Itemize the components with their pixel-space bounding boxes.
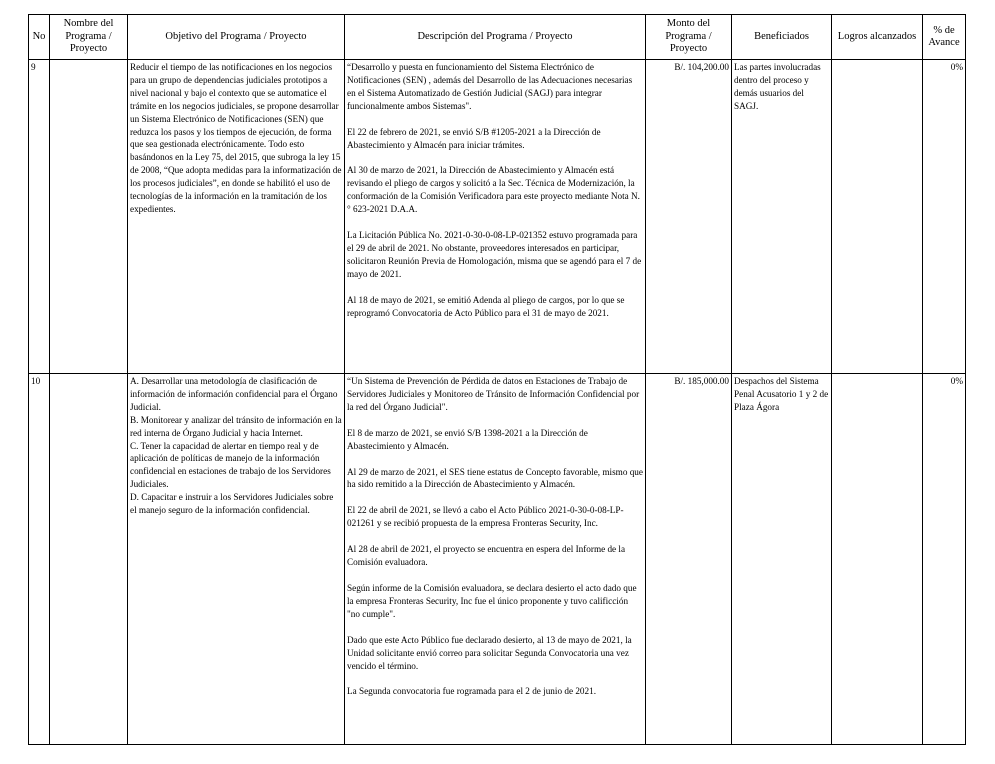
description-paragraph: Al 30 de marzo de 2021, la Dirección de Abastecimiento y Almacén está revisando el pliego de cargos y solicitó a la Sec. Técnica de Modernización, la conformación de la Comisión Verificadora para este proyecto mediante Nota N.° 623-2021 D.A.A. [347, 165, 640, 215]
header-logros: Logros alcanzados [832, 15, 923, 60]
objective-item: B. Monitorear y analizar del tránsito de información en la red interna de Órgano Judicial y hacia Internet. [130, 414, 342, 438]
program-name [50, 60, 128, 374]
program-objective [128, 374, 345, 745]
program-progress: 0% [923, 60, 966, 374]
description-paragraph: “Un Sistema de Prevención de Pérdida de datos en Estaciones de Trabajo de Servidores Judiciales y Monitoreo de Tránsito de Información Confidencial por la red del Órgano Judicial". [347, 376, 640, 412]
program-description [345, 374, 646, 745]
row-number: 10 [29, 374, 50, 745]
header-no: No [29, 15, 50, 60]
program-achievements [832, 374, 923, 745]
objective-item: C. Tener la capacidad de alertar en tiempo real y de aplicación de políticas de manejo de la información confidencial en estaciones de trabajo de los Servidores Judiciales. [130, 440, 331, 490]
header-objetivo: Objetivo del Programa / Proyecto [128, 15, 345, 60]
program-achievements [832, 60, 923, 374]
header-avance: % de Avance [923, 15, 966, 60]
description-paragraph: El 22 de abril de 2021, se llevó a cabo el Acto Público 2021-0-30-0-08-LP-021261 y se recibió propuesta de la empresa Fronteras Security, Inc. [347, 505, 624, 529]
description-paragraph: El 8 de marzo de 2021, se envió S/B 1398-2021 a la Dirección de Abastecimiento y Almacén. [347, 427, 588, 451]
program-description [345, 60, 646, 374]
header-nombre: Nombre del Programa / Proyecto [50, 15, 128, 60]
description-paragraph: Según informe de la Comisión evaluadora, se declara desierto el acto dado que la empresa Fronteras Security, Inc fue el único proponente y tuvo calificción "no cumple". [347, 582, 637, 619]
description-paragraph: Al 18 de mayo de 2021, se emitió Adenda al pliego de cargos, por lo que se reprogramó Convocatoria de Acto Público para el 31 de mayo de 2021. [347, 294, 625, 318]
description-paragraph: Dado que este Acto Público fue declarado desierto, al 13 de mayo de 2021, la Unidad solicitante envió correo para solicitar Segunda Convocatoria una vez vencido el término. [347, 634, 632, 671]
table-row [29, 60, 966, 374]
program-amount: B/. 185,000.00 [646, 374, 732, 745]
row-number: 9 [29, 60, 50, 374]
program-progress: 0% [923, 374, 966, 745]
header-descripcion: Descripción del Programa / Proyecto [345, 15, 646, 60]
header-row [29, 15, 966, 60]
program-amount: B/. 104,200.00 [646, 60, 732, 374]
description-paragraph: “Desarrollo y puesta en funcionamiento del Sistema Electrónico de Notificaciones (SEN) , además del Desarrollo de las Adecuaciones necesarias en el Sistema Automatizado de Gestión Judicial (SAGJ) para integrar funcionalmente ambos Sistemas". [347, 62, 633, 111]
description-paragraph: Al 29 de marzo de 2021, el SES tiene estatus de Concepto favorable, mismo que ha sido remitido a la Dirección de Abastecimiento y Almacén. [347, 466, 643, 490]
objective-item: D. Capacitar e instruir a los Servidores Judiciales sobre el manejo seguro de la información confidencial. [130, 492, 334, 516]
program-beneficiaries: Despachos del Sistema Penal Acusatorio 1 y 2 de Plaza Ágora [732, 374, 832, 745]
objective-item: A. Desarrollar una metodología de clasificación de información de información confidencial para el Órgano Judicial. [130, 376, 338, 412]
program-objective: Reducir el tiempo de las notificaciones en los negocios para un grupo de dependencias judiciales prototipos a nivel nacional y bajo el contexto que se automatice el trámite en los negocios judiciales, se propone desarrollar un Sistema Electrónico de Notificaciones (SEN) que reduzca los pasos y los tiempos de ejecución, de forma que sea gestionada electrónicamente. Todo esto basándonos en la Ley 75, del 2015, que subroga la ley 15 de 2008, “Que adopta medidas para la informatización de los procesos judiciales”, en donde se habilitó el uso de tecnologías de la información en la tramitación de los expedientes. [128, 60, 345, 374]
programs-table [28, 14, 966, 745]
description-paragraph: La Licitación Pública No. 2021-0-30-0-08-LP-021352 estuvo programada para el 29 de abril de 2021. No obstante, proveedores interesados en participar, solicitaron Reunión Previa de Homologación, misma que se agendó para el 7 de mayo de 2021. [347, 230, 642, 279]
table-row [29, 374, 966, 745]
program-name [50, 374, 128, 745]
program-beneficiaries: Las partes involucradas dentro del proceso y demás usuarios del SAGJ. [732, 60, 832, 374]
description-paragraph: La Segunda convocatoria fue rogramada para el 2 de junio de 2021. [347, 686, 596, 697]
header-beneficiados: Beneficiados [732, 15, 832, 60]
header-monto: Monto del Programa / Proyecto [646, 15, 732, 60]
description-paragraph: El 22 de febrero de 2021, se envió S/B #1205-2021 a la Dirección de Abastecimiento y Almacén para iniciar trámites. [347, 126, 601, 150]
description-paragraph: Al 28 de abril de 2021, el proyecto se encuentra en espera del Informe de la Comisión evaluadora. [347, 544, 626, 568]
